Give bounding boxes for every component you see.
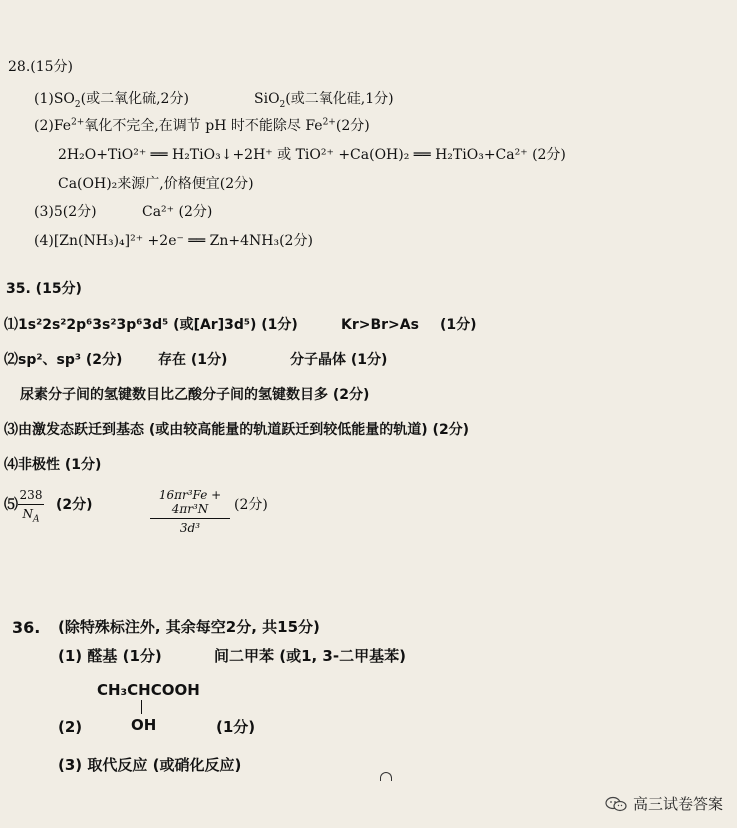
- q35-part2-exist: 存在 (1分): [158, 352, 228, 368]
- q28-part2-line3: Ca(OH)₂来源广,价格便宜(2分): [58, 176, 254, 192]
- q36-structure-chain: CH₃CHCOOH: [97, 681, 200, 699]
- q35-part5-score2: (2分): [234, 497, 268, 513]
- q28-heading: 28.(15分): [8, 59, 74, 75]
- q28-part1: [34, 91, 189, 110]
- q28-part1-sio2: [254, 91, 394, 110]
- q35-part1-order: Kr>Br>As: [341, 317, 419, 333]
- structure-bond: [141, 700, 142, 714]
- q35-part2-line2: 尿素分子间的氢键数目比乙酸分子间的氢键数目多 (2分): [20, 387, 370, 403]
- q35-heading: 35. (15分): [6, 281, 82, 297]
- q35-na-symbol: N: [22, 507, 33, 521]
- q28-sio2-sub: 2: [279, 99, 286, 110]
- q28-part3-b: Ca²⁺ (2分): [142, 204, 213, 220]
- watermark: [605, 793, 723, 814]
- q35-fraction-2: [150, 488, 230, 535]
- q28-part1-so2: (1)SO: [34, 91, 75, 107]
- q35-part5-label: ⑸: [4, 497, 18, 513]
- q35-part2: ⑵sp²、sp³ (2分): [4, 352, 123, 368]
- q36-heading: 36.: [12, 618, 41, 637]
- q28-part4: (4)[Zn(NH₃)₄]²⁺ +2e⁻ ══ Zn+4NH₃(2分): [34, 233, 313, 249]
- q35-na-sub: A: [33, 514, 40, 525]
- q35-fraction-2-denominator: 3d³: [179, 521, 201, 535]
- wechat-icon: [605, 796, 627, 812]
- q35-fraction-1-numerator: 238: [19, 488, 43, 502]
- q36-part3: (3) 取代反应 (或硝化反应): [58, 756, 242, 774]
- q35-fraction-1-denominator: [18, 507, 44, 525]
- q28-part2-fe-sup: 2+: [71, 117, 85, 128]
- q36-part1-a: (1) 醛基 (1分): [58, 647, 162, 665]
- q35-fraction-2-numerator: 16πr³Fe + 4πr³N: [158, 488, 222, 516]
- q28-part2-fe: (2)Fe: [34, 118, 72, 134]
- fraction-bar: [18, 504, 44, 505]
- q28-part2: [34, 119, 370, 133]
- q28-sio2-formula: SiO: [254, 91, 280, 107]
- q35-part5-score: (2分): [56, 497, 93, 513]
- q36-note: (除特殊标注外, 其余每空2分, 共15分): [58, 618, 320, 636]
- q28-part3-a: (3)5(2分): [34, 204, 97, 220]
- q35-part2-crystal: 分子晶体 (1分): [290, 352, 388, 368]
- q28-part2-text: 氧化不完全,在调节 pH 时不能除尽 Fe: [84, 118, 323, 134]
- q28-part2-fe-sup2: 2+: [322, 117, 336, 128]
- paper-mark: [380, 772, 392, 781]
- q35-fraction-1: [18, 488, 44, 525]
- q28-part1-so2-note: (或二氧化硫,2分): [80, 91, 189, 107]
- q35-part1-score: (1分): [440, 317, 477, 333]
- watermark-text: 高三试卷答案: [632, 795, 723, 813]
- q28-equation: 2H₂O+TiO²⁺ ══ H₂TiO₃↓+2H⁺ 或 TiO²⁺ +Ca(OH)₂ ══ H₂TiO₃+Ca²⁺ (2分): [58, 147, 566, 163]
- q36-part1-b: 间二甲苯 (或1, 3-二甲基苯): [214, 647, 406, 665]
- q35-part1: ⑴1s²2s²2p⁶3s²3p⁶3d⁵ (或[Ar]3d⁵) (1分): [4, 317, 298, 333]
- q36-part2-label: (2): [58, 718, 83, 736]
- q35-part3: ⑶由激发态跃迁到基态 (或由较高能量的轨道跃迁到较低能量的轨道) (2分): [4, 422, 470, 438]
- q36-part2-score: (1分): [216, 718, 256, 736]
- q35-part4: ⑷非极性 (1分): [4, 457, 102, 473]
- q28-so2-sub: 2: [74, 99, 81, 110]
- fraction-bar-2: [150, 518, 230, 519]
- q28-part2-score: (2分): [335, 118, 370, 134]
- q28-sio2-note: (或二氧化硅,1分): [285, 91, 394, 107]
- q36-structure-oh: OH: [131, 716, 157, 734]
